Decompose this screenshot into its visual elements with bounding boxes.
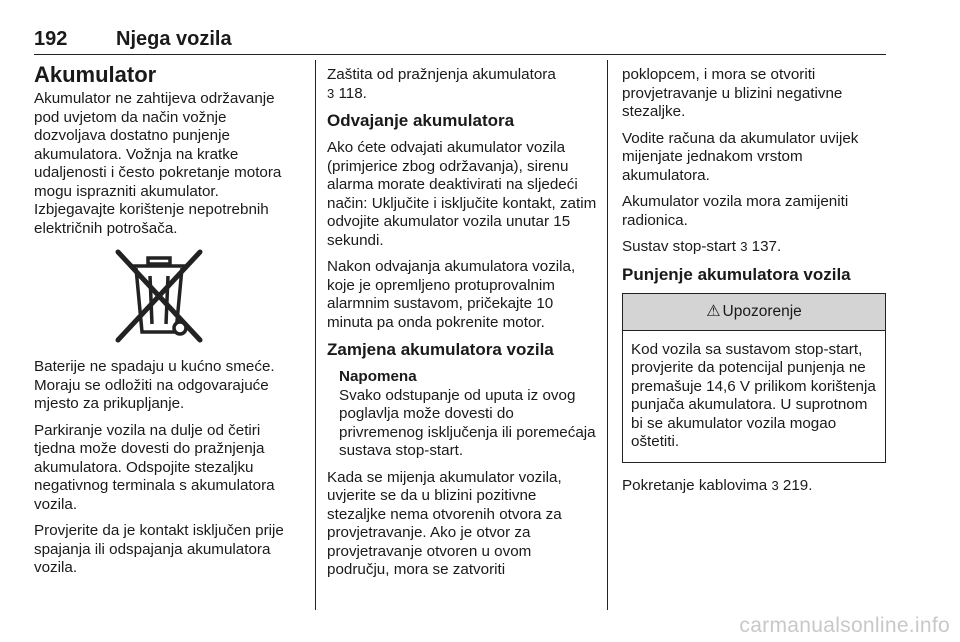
paragraph-wait-before-start: Nakon odvajanja akumulatora vozila, koje je opremljeno protuprovalnim alarmnim sustavom, pričekajte 10 minuta pa onda pokrenite motor. xyxy=(327,258,576,331)
paragraph-alarm-deactivate: Ako ćete odvajati akumulator vozila (primjerice zbog održavanja), sirenu alarma morate deaktivirati na sljedeći način: Uključite i isključite kontakt, zatim odvojite akumulator vozila unutar 15 sekundi. xyxy=(327,139,597,249)
chapter-title: Njega vozila xyxy=(116,28,232,50)
crossed-bin-icon xyxy=(112,248,206,344)
page-header xyxy=(34,28,886,52)
paragraph-workshop: Akumulator vozila mora zamijeniti radionica. xyxy=(622,193,849,229)
paragraph-jump-start-ref: Pokretanje kablovima 3 219. xyxy=(622,476,813,494)
paragraph-ventilation: Kada se mijenja akumulator vozila, uvjerite se da u blizini pozitivne stezaljke nema otvorenih otvora za provjetravanje. Ako je otvor za provjetravanje otvoren u ovom području, mora se zatvoriti xyxy=(327,468,562,578)
note-text: Svako odstupanje od uputa iz ovog poglavlja može dovesti do privremenog isključenja ili poremećaja sustava stop-start. xyxy=(339,386,596,459)
section-heading-disconnect: Odvajanje akumulatora xyxy=(327,111,515,130)
reference-arrow-icon: 3 xyxy=(771,477,779,493)
reference-arrow-icon: 3 xyxy=(740,239,748,254)
page-reference-link[interactable]: 219. xyxy=(782,476,813,494)
section-heading-replacement: Zamjena akumulatora vozila xyxy=(327,340,554,359)
warning-header xyxy=(623,294,885,331)
paragraph-discharge-protection: Zaštita od pražnjenja akumulatora 3 118. xyxy=(327,66,556,102)
column-1 xyxy=(34,62,302,586)
paragraph-disposal: Baterije ne spadaju u kućno smeće. Moraju se odložiti na odgovarajuće mjesto za prikupljanje. xyxy=(34,358,275,412)
page-reference-link[interactable]: 137. xyxy=(751,238,782,255)
column-divider-1 xyxy=(315,60,316,610)
column-2 xyxy=(327,66,597,588)
column-divider-2 xyxy=(607,60,608,610)
paragraph-ventilation-cont: poklopcem, i mora se otvoriti provjetravanje u blizini negativne stezaljke. xyxy=(622,66,843,120)
warning-box xyxy=(622,293,886,463)
warning-triangle-icon: ⚠ xyxy=(706,302,721,320)
warning-title: Upozorenje xyxy=(722,302,802,320)
note-box xyxy=(339,368,597,461)
note-title: Napomena xyxy=(339,368,417,385)
header-divider xyxy=(34,54,886,55)
section-heading-battery: Akumulator xyxy=(34,62,157,87)
paragraph-parking: Parkiranje vozila na dulje od četiri tjedna može dovesti do pražnjenja akumulatora. Odspojite stezaljku negativnog terminala s akumulatora vozila. xyxy=(34,421,275,513)
reference-arrow-icon: 3 xyxy=(327,85,335,101)
watermark: carmanualsonline.info xyxy=(739,614,950,637)
paragraph-ignition: Provjerite da je kontakt isključen prije spajanja ili odspajanja akumulatora vozila. xyxy=(34,522,284,576)
paragraph-same-type: Vodite računa da akumulator uvijek mijenjate jednakom vrstom akumulatora. xyxy=(622,129,859,184)
paragraph-stop-start-ref: Sustav stop-start 3 137. xyxy=(622,238,782,255)
warning-text: Kod vozila sa sustavom stop-start, provjerite da potencijal punjenja ne premašuje 14,6 V prilikom korištenja punjača akumulatora. U suprotnom bi se akumulator vozila mogao oštetiti. xyxy=(631,340,876,450)
page-reference-link[interactable]: 118. xyxy=(338,84,367,102)
page-number: 192 xyxy=(34,28,68,50)
section-heading-charging: Punjenje akumulatora vozila xyxy=(622,264,851,284)
paragraph-maintenance: Akumulator ne zahtijeva održavanje pod uvjetom da način vožnje dozvoljava dostatno punjenje akumulatora. Vožnja na kratke udaljenosti i često pokretanje motora mogu isprazniti akumulator. xyxy=(34,90,282,200)
paragraph-avoid-consumers: Izbjegavajte korištenje nepotrebnih električnih potrošača. xyxy=(34,201,269,237)
column-3 xyxy=(622,66,886,503)
